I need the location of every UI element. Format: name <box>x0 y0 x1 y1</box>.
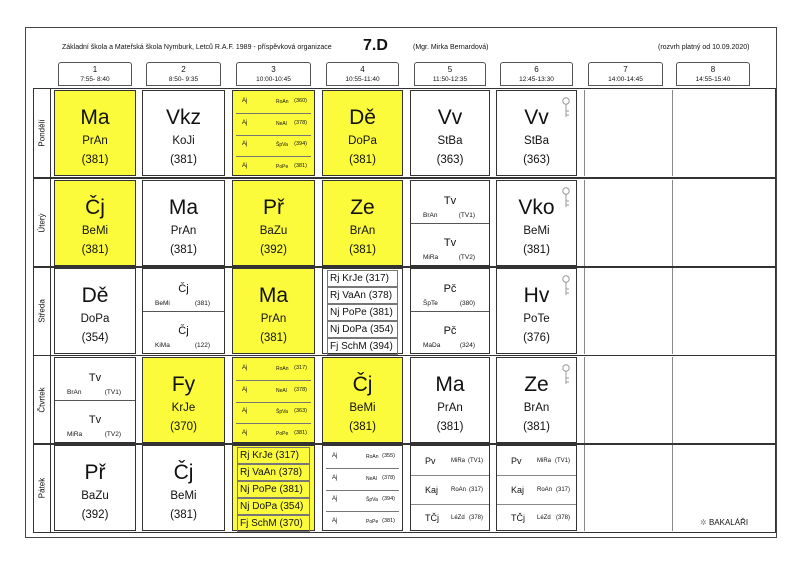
period-time: 14:00-14:45 <box>608 76 643 83</box>
period-number: 7 <box>623 65 628 74</box>
room: (378) <box>294 119 307 126</box>
period-header <box>326 62 399 86</box>
group-lesson: Fj SchM (394) <box>327 338 398 355</box>
teacher-code: NeAl <box>366 475 377 482</box>
lesson <box>323 358 402 435</box>
subject: Fy <box>171 373 196 396</box>
teacher-code: KrJe <box>171 402 196 414</box>
period-time: 7:55- 8:40 <box>80 76 110 83</box>
lesson-cell[interactable] <box>142 445 225 531</box>
subject: Př <box>263 196 284 219</box>
lesson <box>233 269 314 346</box>
subject: Aj <box>242 98 248 104</box>
subject: Tv <box>88 414 102 426</box>
class-teacher: (Mgr. Mirka Bernardová) <box>413 44 489 51</box>
subject: Vv <box>524 106 549 129</box>
teacher-code: PrAn <box>82 135 108 147</box>
lesson <box>143 181 224 258</box>
empty-cell <box>584 357 667 443</box>
room: (363) <box>294 408 307 414</box>
day-name: Čtvrtek <box>37 387 46 413</box>
room: (TV1) <box>104 389 121 396</box>
period-header <box>676 62 750 86</box>
group-lesson <box>236 358 311 381</box>
lesson <box>143 446 224 523</box>
key-icon <box>562 364 570 386</box>
period-header <box>588 62 663 86</box>
room: (381) <box>81 154 109 166</box>
lesson-cell[interactable] <box>496 357 577 443</box>
teacher-code: LéZd <box>451 515 465 521</box>
teacher-code: DoPa <box>80 313 110 325</box>
lesson <box>323 181 402 258</box>
teacher-code: MiRa <box>537 458 552 464</box>
teacher-code: PoPe <box>276 430 289 437</box>
lesson-cell[interactable] <box>410 90 490 176</box>
room: (378) <box>382 474 395 481</box>
group-lesson <box>326 446 399 469</box>
day-label <box>33 355 51 445</box>
lesson-cell[interactable] <box>232 268 315 354</box>
teacher-code: RoAn <box>276 99 289 105</box>
day-name: Úterý <box>37 213 46 233</box>
room: (317) <box>555 486 570 493</box>
key-icon <box>562 275 570 297</box>
lesson <box>55 269 135 346</box>
room: (122) <box>194 342 210 349</box>
subject: Pv <box>511 456 522 466</box>
lesson-cell[interactable] <box>322 180 403 266</box>
period-number: 4 <box>360 65 365 74</box>
teacher-code: PrAn <box>437 402 463 414</box>
teacher-code: ŠpVa <box>276 409 288 415</box>
teacher-code: RoAn <box>276 366 289 372</box>
period-time: 11:50-12:35 <box>432 76 468 83</box>
period-number: 3 <box>271 65 276 74</box>
room: (TV2) <box>104 431 121 438</box>
room: (TV1) <box>555 458 570 464</box>
lesson-cell[interactable] <box>322 445 403 531</box>
teacher-code: KoJi <box>172 135 195 147</box>
period-time: 10:00-10:45 <box>256 76 291 83</box>
room: (381) <box>436 421 464 433</box>
lesson-cell[interactable] <box>496 180 577 266</box>
lesson-cell[interactable] <box>496 445 577 531</box>
teacher-code: NeAl <box>276 387 287 394</box>
empty-cell <box>584 445 667 531</box>
subject: Ze <box>524 373 549 396</box>
lesson-cell[interactable] <box>54 357 136 443</box>
group-lesson: Nj DoPa (354) <box>237 498 310 515</box>
teacher-code: MiRa <box>451 458 466 464</box>
period-number: 6 <box>534 65 539 74</box>
room: (380) <box>459 300 475 307</box>
teacher-code: StBa <box>524 135 549 147</box>
lesson-cell[interactable] <box>496 268 577 354</box>
empty-cell <box>672 180 754 266</box>
group-lesson <box>326 489 399 512</box>
teacher-code: RoAn <box>366 454 379 460</box>
subject: Př <box>84 461 106 484</box>
group-lesson <box>497 475 576 505</box>
subject: Dě <box>349 106 376 129</box>
lesson-cell[interactable] <box>54 90 136 176</box>
group-lesson <box>411 269 489 312</box>
subject: Kaj <box>511 484 525 495</box>
lesson-cell[interactable] <box>54 180 136 266</box>
subject: Čj <box>178 325 189 337</box>
group-lesson <box>236 156 311 178</box>
teacher-code: PrAn <box>260 313 287 325</box>
key-icon <box>562 97 570 119</box>
group-lesson <box>326 468 399 491</box>
group-lesson <box>236 113 311 136</box>
group-lesson: Rj KrJe (317) <box>327 270 398 287</box>
teacher-code: BaZu <box>81 490 109 502</box>
group-lesson <box>55 358 135 401</box>
period-header <box>58 62 132 86</box>
period-header <box>500 62 573 86</box>
lesson <box>55 446 135 523</box>
empty-cell <box>584 90 667 176</box>
subject: Dě <box>81 284 109 307</box>
school-name: Základní škola a Mateřská škola Nymburk, Letců R.A.F. 1989 - příspěvková organizace <box>62 44 332 51</box>
lesson <box>323 91 402 168</box>
group-lesson <box>411 475 489 505</box>
room: (355) <box>382 453 395 459</box>
teacher-code: ŠpVa <box>276 142 288 148</box>
lesson-cell[interactable] <box>142 268 225 354</box>
room: (363) <box>436 154 464 166</box>
group-lesson <box>326 511 399 533</box>
empty-cell <box>584 180 667 266</box>
group-lesson <box>497 446 576 476</box>
lesson-cell[interactable] <box>410 445 490 531</box>
lesson-cell[interactable] <box>410 180 490 266</box>
group-lesson: Nj PoPe (381) <box>327 304 398 321</box>
subject: Ma <box>435 373 465 396</box>
room: (381) <box>170 154 197 166</box>
subject: Čj <box>85 196 105 219</box>
period-number: 5 <box>447 65 453 74</box>
room: (381) <box>194 300 210 307</box>
lesson-cell[interactable] <box>142 357 225 443</box>
group-lesson <box>236 423 311 445</box>
subject: Čj <box>178 283 189 295</box>
room: (381) <box>523 244 550 256</box>
room: (360) <box>294 98 307 104</box>
group-lesson <box>143 311 224 353</box>
group-lesson <box>411 311 489 353</box>
teacher-code: KiMa <box>155 342 170 349</box>
room: (TV1) <box>458 212 475 219</box>
day-label <box>33 88 51 178</box>
lesson-cell[interactable] <box>322 268 403 354</box>
room: (381) <box>349 244 376 256</box>
subject: Čj <box>173 461 194 484</box>
subject: Ma <box>258 284 289 307</box>
room: (370) <box>170 421 197 433</box>
teacher-code: PrAn <box>170 225 197 237</box>
lesson-cell[interactable] <box>232 357 315 443</box>
lesson-cell[interactable] <box>322 357 403 443</box>
room: (381) <box>349 421 376 433</box>
lesson <box>143 91 224 168</box>
room: (381) <box>294 429 307 436</box>
teacher-code: MiRa <box>423 254 439 261</box>
subject: Aj <box>242 162 248 169</box>
room: (381) <box>260 332 287 344</box>
subject: Ze <box>350 196 375 219</box>
teacher-code: NeAl <box>276 120 287 127</box>
room: (378) <box>468 515 483 521</box>
lesson-cell[interactable] <box>322 90 403 176</box>
teacher-code: BeMi <box>170 490 197 502</box>
group-lesson <box>411 181 489 224</box>
subject: Vv <box>437 106 463 129</box>
day-label <box>33 266 51 356</box>
period-header <box>414 62 486 86</box>
lesson <box>233 181 314 258</box>
teacher-code: PoPe <box>276 163 289 170</box>
day-label <box>33 443 51 533</box>
teacher-code: MiRa <box>67 431 83 438</box>
teacher-code: BrAn <box>423 212 438 219</box>
teacher-code: RoAn <box>451 486 467 493</box>
teacher-code: PoTe <box>523 313 550 325</box>
subject: Aj <box>332 453 338 459</box>
subject: TČj <box>425 513 439 523</box>
teacher-code: BeMi <box>523 225 550 237</box>
lesson-cell[interactable] <box>496 90 577 176</box>
room: (317) <box>294 365 307 371</box>
subject: Vkz <box>165 106 201 129</box>
subject: Pč <box>443 283 457 295</box>
bakalari-logo: ✲ BAKALÁŘI <box>700 518 749 527</box>
lesson-cell[interactable] <box>142 90 225 176</box>
group-lesson: Fj SchM (370) <box>237 515 310 532</box>
period-header <box>146 62 221 86</box>
room: (324) <box>459 342 475 349</box>
period-header <box>236 62 311 86</box>
subject: Aj <box>332 496 338 502</box>
room: (354) <box>81 332 109 344</box>
teacher-code: BeMi <box>349 402 376 414</box>
subject: Pv <box>425 456 436 466</box>
teacher-code: ŠpTe <box>423 300 438 307</box>
lesson <box>411 91 489 168</box>
room: (381) <box>294 162 307 169</box>
period-time: 8:50- 9:35 <box>168 76 199 83</box>
group-lesson <box>411 503 489 532</box>
subject: Tv <box>443 195 457 207</box>
room: (381) <box>170 509 197 521</box>
subject: Kaj <box>425 484 439 495</box>
room: (381) <box>382 517 395 524</box>
day-name: Pátek <box>37 477 46 499</box>
room: (381) <box>170 244 197 256</box>
group-lesson: Rj VaAn (378) <box>327 287 398 304</box>
teacher-code: RoAn <box>537 486 553 493</box>
subject: Tv <box>443 237 457 249</box>
lesson <box>411 358 489 435</box>
room: (376) <box>523 332 550 344</box>
lesson-cell[interactable] <box>54 268 136 354</box>
room: (TV2) <box>458 254 475 261</box>
group-lesson <box>497 503 576 532</box>
teacher-code: BaZu <box>259 225 288 237</box>
room: (392) <box>260 244 287 256</box>
subject: Aj <box>332 474 338 481</box>
period-time: 12:45-13:30 <box>519 76 554 83</box>
group-lesson <box>411 223 489 265</box>
teacher-code: LéZd <box>537 515 551 521</box>
room: (394) <box>294 141 307 147</box>
group-lesson: Nj DoPa (354) <box>327 321 398 338</box>
lesson-cell[interactable] <box>410 357 490 443</box>
subject: Pč <box>443 325 457 337</box>
teacher-code: BeMi <box>81 225 109 237</box>
subject: Aj <box>242 141 248 147</box>
room: (392) <box>81 509 109 521</box>
subject: Aj <box>242 386 248 393</box>
room: (378) <box>294 386 307 393</box>
lesson <box>143 358 224 435</box>
subject: Hv <box>523 284 550 307</box>
lesson-cell[interactable] <box>142 180 225 266</box>
group-lesson: Rj VaAn (378) <box>237 464 310 481</box>
teacher-code: MaDa <box>423 342 441 349</box>
period-number: 2 <box>181 65 186 74</box>
group-lesson <box>236 401 311 424</box>
subject: Aj <box>242 408 248 414</box>
lesson-cell[interactable] <box>410 268 490 354</box>
teacher-code: PoPe <box>366 518 379 525</box>
key-icon <box>562 187 570 209</box>
subject: Čj <box>352 373 373 396</box>
group-lesson <box>236 380 311 403</box>
room: (381) <box>523 421 550 433</box>
teacher-code: BrAn <box>523 402 550 414</box>
class-name: 7.D <box>363 37 388 54</box>
teacher-code: ŠpVa <box>366 497 378 503</box>
room: (381) <box>81 244 109 256</box>
lesson <box>55 181 135 258</box>
group-lesson: Nj PoPe (381) <box>237 481 310 498</box>
lesson-cell[interactable] <box>232 180 315 266</box>
empty-cell <box>672 90 754 176</box>
subject: Ma <box>80 106 110 129</box>
period-number: 1 <box>92 65 98 74</box>
subject: Aj <box>242 365 248 371</box>
room: (TV1) <box>468 458 483 464</box>
subject: TČj <box>511 513 525 523</box>
lesson-cell[interactable] <box>232 90 315 176</box>
empty-cell <box>672 357 754 443</box>
room: (378) <box>555 515 570 521</box>
lesson-cell[interactable] <box>232 445 315 531</box>
group-lesson <box>143 269 224 312</box>
lesson-cell[interactable] <box>54 445 136 531</box>
empty-cell <box>672 268 754 354</box>
subject: Tv <box>88 372 102 384</box>
room: (363) <box>523 154 550 166</box>
period-number: 8 <box>710 65 716 74</box>
valid-from: (rozvrh platný od 10.09.2020) <box>658 44 750 51</box>
group-lesson <box>55 400 135 442</box>
group-lesson <box>236 134 311 157</box>
logo-icon: ✲ <box>700 518 707 527</box>
group-lesson: Rj KrJe (317) <box>237 447 310 464</box>
lesson <box>55 91 135 168</box>
teacher-code: StBa <box>437 135 463 147</box>
subject: Aj <box>332 517 338 524</box>
day-name: Pondělí <box>37 119 46 147</box>
room: (317) <box>468 486 483 493</box>
period-time: 14:55-15:40 <box>695 76 731 83</box>
period-time: 10:55-11:40 <box>345 76 380 83</box>
empty-cell <box>584 268 667 354</box>
room: (381) <box>349 154 376 166</box>
group-lesson <box>411 446 489 476</box>
subject: Vko <box>518 196 555 219</box>
teacher-code: DoPa <box>348 135 377 147</box>
subject: Aj <box>242 119 248 126</box>
group-lesson <box>236 91 311 114</box>
day-name: Středa <box>37 299 46 323</box>
day-label <box>33 178 51 268</box>
teacher-code: BrAn <box>67 389 82 396</box>
teacher-code: BrAn <box>349 225 376 237</box>
teacher-code: BeMi <box>155 300 170 307</box>
room: (394) <box>382 496 395 502</box>
subject: Ma <box>168 196 199 219</box>
subject: Aj <box>242 429 248 436</box>
